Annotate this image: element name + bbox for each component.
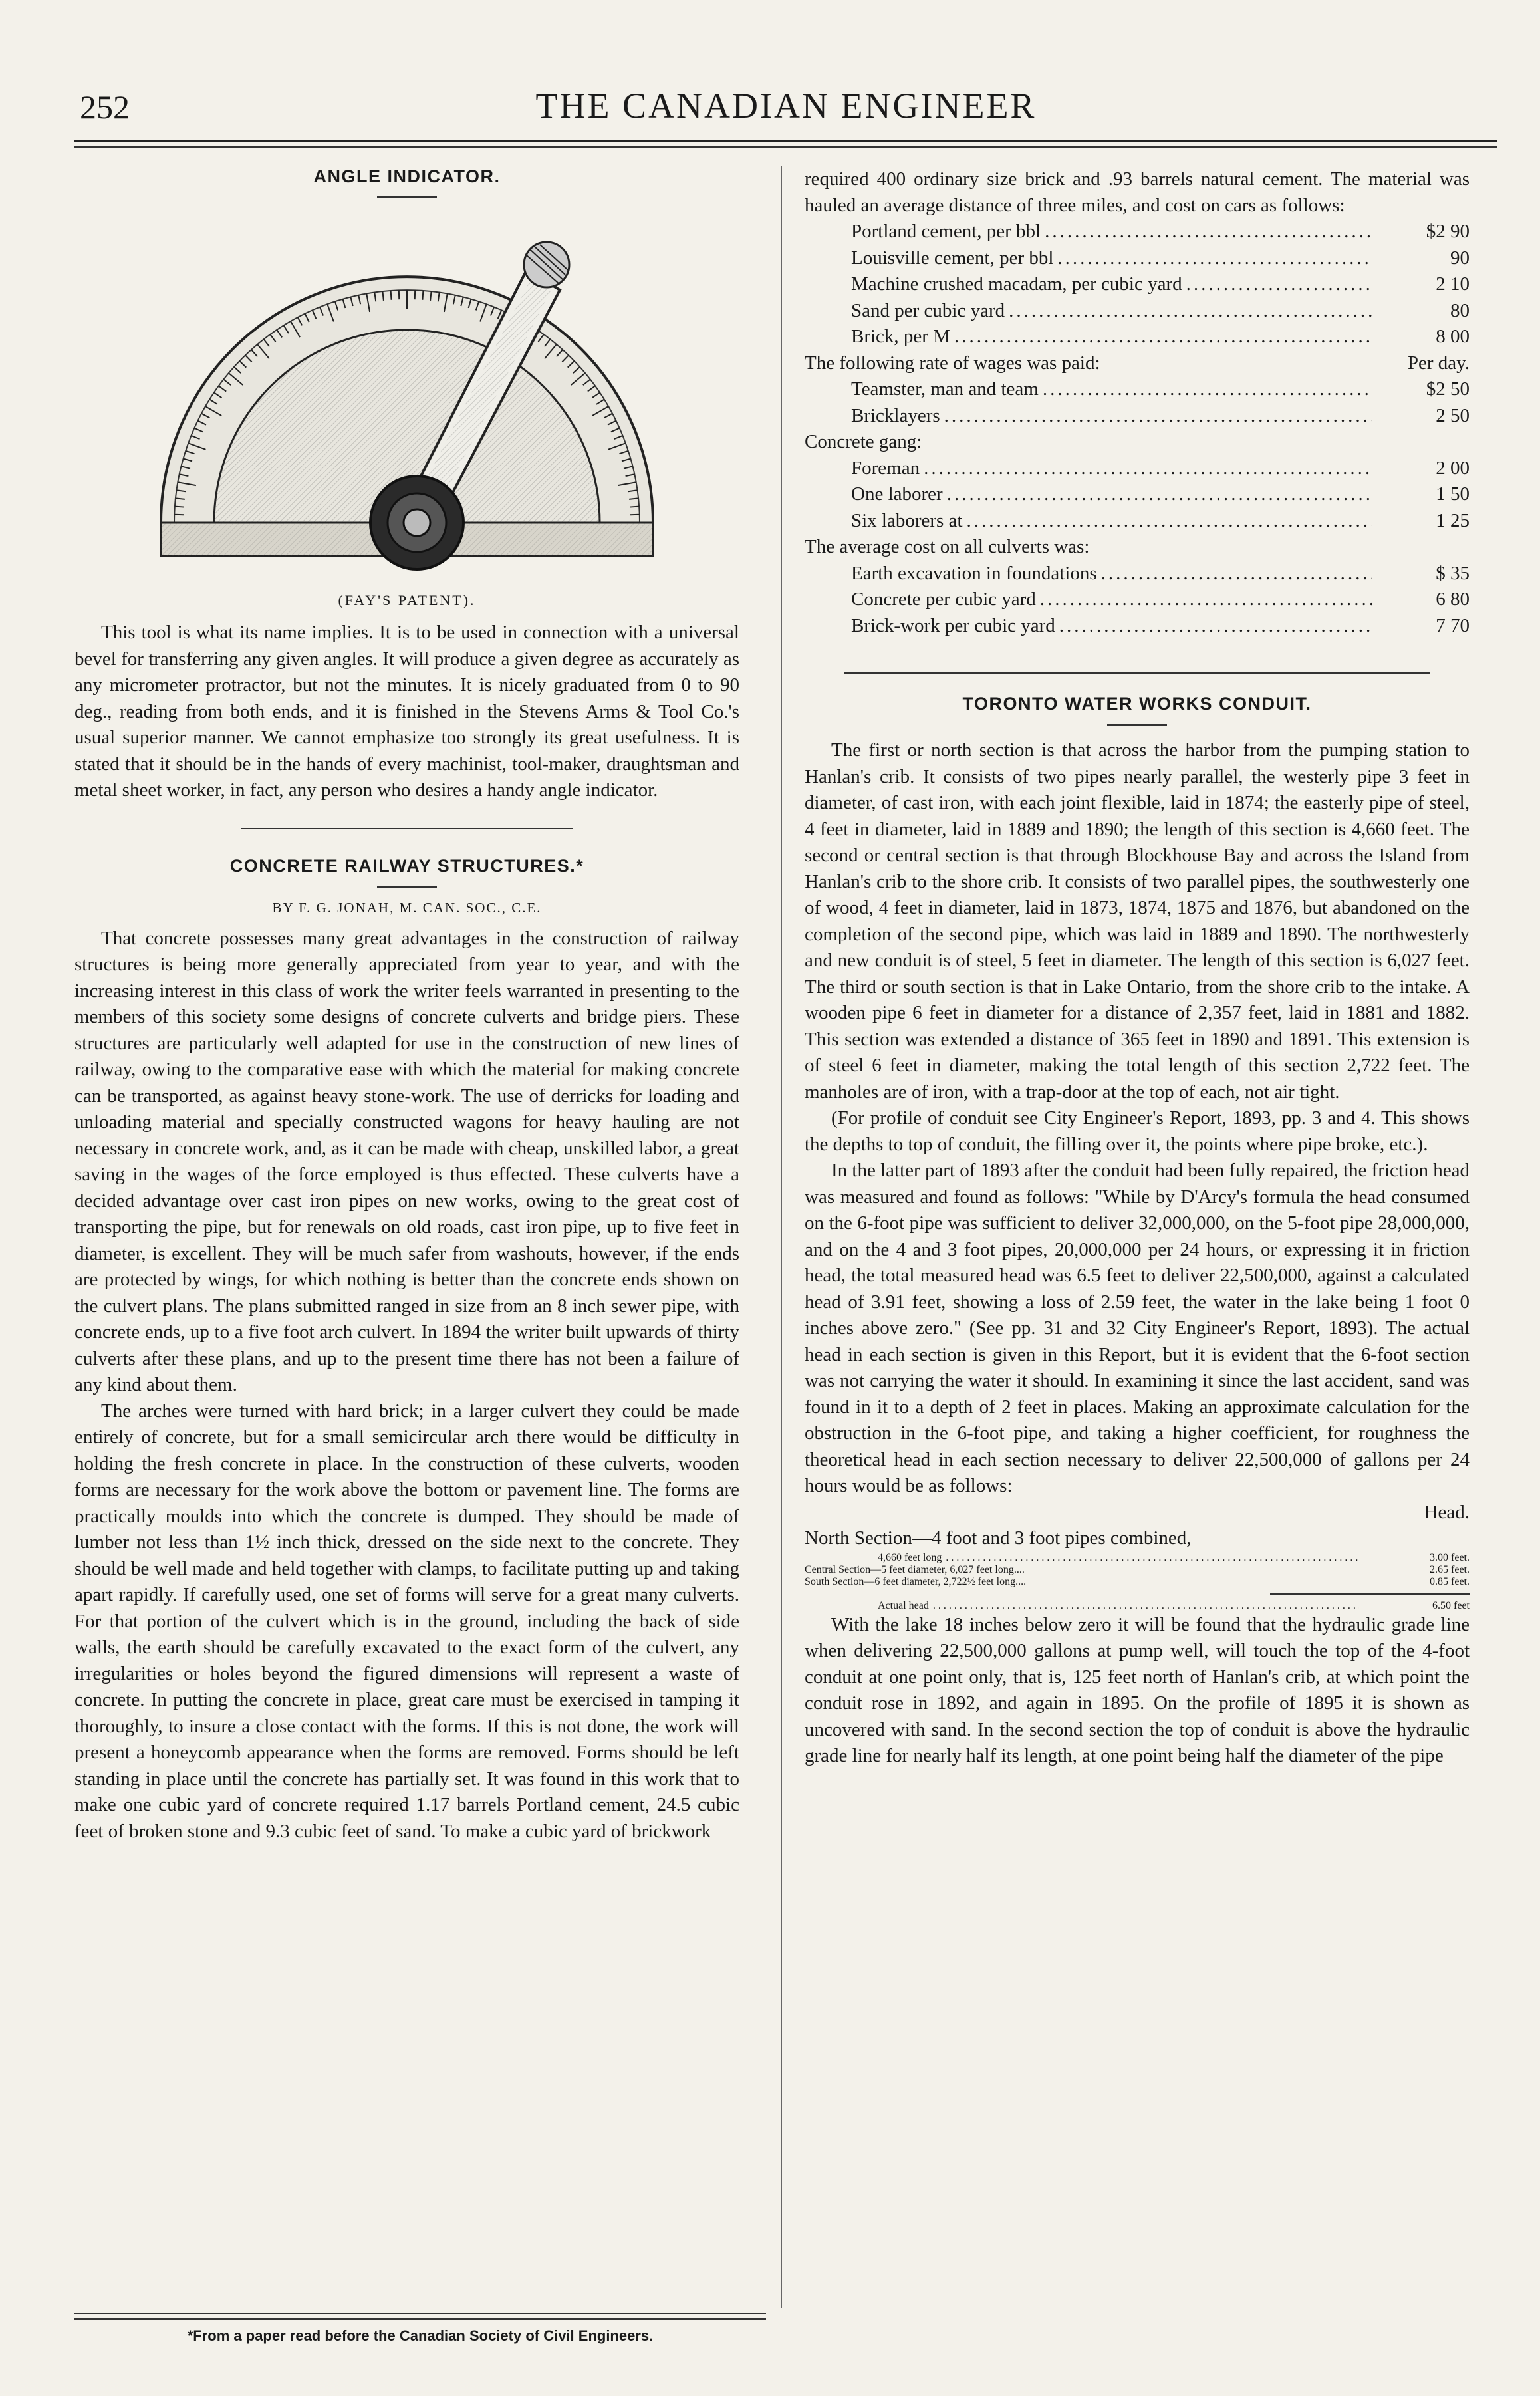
- article-title: CONCRETE RAILWAY STRUCTURES.*: [229, 855, 584, 876]
- leader-dots: [1040, 587, 1372, 613]
- central-section-row: [805, 1564, 1470, 1576]
- cost-item-value: 2 10: [1436, 273, 1470, 295]
- paragraph: That concrete possesses many great advantages in the construction of railway structures is being more generally appreciated from year to year, and with the increasing interest in this class of work the writer feels warranted in presenting to the members of this society some designs of concrete culverts and bridge piers. These structures are particularly well adapted for use in the construction of new lines of railway, owing to the comparative ease with which the material for making concrete can be transported, as against heavy stone-work. The use of derricks for loading and unloading material and specially constructed wagons for heavy hauling are not necessary in concrete work, and, as it can be made with cheap, unskilled labor, a great saving in the wages of the force employed is thus effected. These culverts have a decided advantage over cast iron pipes on new works, owing to the great cost of transporting the pipe, but for renewals on old roads, cast iron pipe, up to five feet in diameter, is excellent. They will be much safer from washouts, however, if the ends are protected by wings, for which nothing is better than the concrete ends shown on the culvert plans. The plans submitted ranged in size from an 8 inch sewer pipe, with concrete ends, up to a five foot arch culvert. In 1894 the writer built upwards of thirty culverts after these plans, and up to the present time there has not been a failure of any kind about them.: [74, 927, 739, 1395]
- author-byline: BY F. G. JONAH, M. CAN. SOC., C.E.: [272, 899, 542, 916]
- leader-dots: [1101, 561, 1372, 587]
- page-number: 252: [80, 88, 130, 126]
- wage-item-value: 2 50: [1436, 404, 1470, 426]
- average-cost-item-label: Concrete per cubic yard: [851, 589, 1036, 610]
- article-separator: [241, 828, 573, 829]
- leader-dots: [954, 324, 1372, 350]
- sum-rule: [1270, 1593, 1470, 1595]
- cost-item-label: Machine crushed macadam, per cubic yard: [851, 273, 1182, 295]
- wage-item-value: $2 50: [1426, 378, 1470, 400]
- leader-dots: [944, 403, 1372, 430]
- average-cost-item-row: [805, 587, 1470, 613]
- article-separator: [844, 672, 1430, 674]
- concrete-article: [74, 856, 739, 1845]
- angle-indicator-article: [74, 166, 739, 804]
- cost-table: [805, 219, 1470, 639]
- actual-head-label: Actual head: [878, 1599, 929, 1611]
- leader-dots: [1045, 219, 1372, 245]
- leader-dots: [1009, 298, 1372, 325]
- average-cost-item-row: [805, 613, 1470, 640]
- leader-dots: [967, 508, 1372, 535]
- wage-item-row: [805, 376, 1470, 403]
- south-section-label: South Section—6 feet diameter, 2,722½ feet long....: [805, 1575, 1027, 1587]
- wage-item-label: Teamster, man and team: [851, 378, 1039, 400]
- south-section-head: 0.85 feet.: [1430, 1575, 1470, 1587]
- paragraph: With the lake 18 inches below zero it will be found that the hydraulic grade line when delivering 22,500,000 gallons at pump well, will touch the top of the 4-foot conduit at one point only, that is, 125 feet north of Hanlan's crib, at which point the conduit rose in 1892, and again in 1895. On the profile of 1895 it is shown as uncovered with sand. In the second section the top of conduit is above the hydraulic grade line for nearly half its length, at one point being half the diameter of the pipe: [805, 1613, 1470, 1766]
- average-cost-item-value: 7 70: [1436, 614, 1470, 636]
- title-rule: [377, 196, 437, 198]
- actual-head-row: [805, 1600, 1470, 1612]
- cost-item-row: [805, 298, 1470, 325]
- leader-dots: [946, 1552, 1359, 1564]
- north-section-length: 4,660 feet long: [878, 1551, 942, 1563]
- gang-item-label: Foreman: [851, 457, 920, 479]
- cost-item-value: $2 90: [1426, 221, 1470, 242]
- leader-dots: [924, 456, 1372, 482]
- central-section-head: 2.65 feet.: [1430, 1563, 1470, 1575]
- angle-indicator-illustration: [134, 210, 680, 583]
- cost-item-label: Portland cement, per bbl: [851, 221, 1041, 242]
- title-rule: [377, 886, 437, 888]
- gang-heading: Concrete gang:: [805, 431, 922, 452]
- cost-item-label: Louisville cement, per bbl: [851, 247, 1054, 269]
- average-cost-item-value: 6 80: [1436, 589, 1470, 610]
- wages-heading-row: [805, 350, 1470, 377]
- gang-item-row: [805, 456, 1470, 482]
- gang-item-label: One laborer: [851, 483, 943, 505]
- cost-item-row: [805, 245, 1470, 272]
- right-column: [805, 166, 1470, 1770]
- protractor-drawing: [134, 210, 680, 583]
- wage-item-label: Bricklayers: [851, 404, 940, 426]
- wages-unit: Per day.: [1407, 352, 1470, 374]
- average-heading: The average cost on all culverts was:: [805, 536, 1090, 557]
- paragraph: required 400 ordinary size brick and .93 barrels natural cement. The material was hauled an average distance of three miles, and cost on cars as follows:: [805, 168, 1470, 216]
- header-rule: [74, 140, 1497, 142]
- paragraph: (For profile of conduit see City Engineer's Report, 1893, pp. 3 and 4. This shows the depths to top of conduit, the filling over it, the points where pipe broke, etc.).: [805, 1107, 1470, 1155]
- gang-item-row: [805, 508, 1470, 535]
- cost-item-label: Sand per cubic yard: [851, 299, 1005, 321]
- average-cost-item-value: $ 35: [1436, 562, 1470, 584]
- cost-item-value: 80: [1450, 299, 1470, 321]
- leader-dots: [1043, 376, 1372, 403]
- gang-item-value: 1 50: [1436, 483, 1470, 505]
- footnote-rule: [74, 2318, 766, 2320]
- angle-indicator-body: This tool is what its name implies. It is to be used in connection with a universal bevel for transferring any given angles. It will produce a given degree as accurately as any micrometer protractor, but not the minutes. It is nicely graduated from 0 to 90 deg., reading from both ends, and it is finished in the Stevens Arms & Tool Co.'s usual superior manner. We cannot emphasize too strongly its great usefulness. It is stated that it should be in the hands of every machinist, tool-maker, draughtsman and metal sheet worker, in fact, any person who desires a handy angle indicator.: [74, 622, 739, 801]
- column-divider: [781, 166, 782, 2308]
- average-cost-item-label: Brick-work per cubic yard: [851, 614, 1055, 636]
- cost-item-row: [805, 324, 1470, 350]
- left-column: [74, 166, 739, 1845]
- leader-dots: [1059, 613, 1372, 640]
- paragraph: The first or north section is that across the harbor from the pumping station to Hanlan's crib. It consists of two pipes nearly parallel, the westerly pipe 3 feet in diameter, of cast iron, with each joint flexible, laid in 1874; the easterly pipe of steel, 4 feet in diameter, laid in 1889 and 1890; the length of this section is 4,660 feet. The second or central section is that through Blockhouse Bay and across the Island from Hanlan's crib to the shore crib. It consists of two parallel pipes, the southwesterly one of wood, 4 feet in diameter, laid in 1873, 1874, 1875 and 1876, but abandoned on the completion of the second pipe, which was laid in 1889 and 1890. The northwesterly and new conduit is of steel, 5 feet in diameter. The length of this section is 6,027 feet. The third or south section is that in Lake Ontario, from the shore crib to the intake. A wooden pipe 6 feet in diameter for a distance of 2,357 feet, laid in 1881 and 1882. This section was extended a distance of 365 feet in 1890 and 1891. This extension is of steel 6 feet in diameter, making the total length of this section 2,722 feet. The manholes are of iron, with a trap-door at the top of each, not air tight.: [805, 739, 1470, 1103]
- head-column-label: Head.: [1424, 1501, 1470, 1523]
- leader-dots: [933, 1600, 1359, 1612]
- header-rule-thin: [74, 146, 1497, 148]
- gang-item-value: 2 00: [1436, 457, 1470, 479]
- page-header: [74, 78, 1497, 132]
- title-rule: [1107, 724, 1167, 726]
- average-cost-item-row: [805, 561, 1470, 587]
- south-section-row: [805, 1576, 1470, 1588]
- leader-dots: [947, 481, 1372, 508]
- leader-dots: [1186, 271, 1372, 298]
- cost-item-row: [805, 271, 1470, 298]
- wage-item-row: [805, 403, 1470, 430]
- average-cost-item-label: Earth excavation in foundations: [851, 562, 1097, 584]
- actual-head-value: 6.50 feet: [1432, 1599, 1470, 1611]
- cost-item-label: Brick, per M: [851, 326, 950, 347]
- figure-caption: (FAY'S PATENT).: [338, 592, 476, 608]
- journal-title: THE CANADIAN ENGINEER: [535, 86, 1037, 126]
- paragraph: In the latter part of 1893 after the conduit had been fully repaired, the friction head was measured and found as follows: "While by D'Arcy's formula the head consumed on the 6-foot pipe was sufficient to deliver 32,000,000, on the 5-foot pipe 28,000,000, and on the 4 and 3 foot pipes, 20,000,000 per 24 hours, or expressing it in friction head, the total measured head was 6.5 feet to deliver 22,500,000, against a calculated head of 3.91 feet, showing a loss of 2.59 feet, the water in the lake being 1 foot 0 inches above zero." (See pp. 31 and 32 City Engineer's Report, 1893). The actual head in each section is given in this Report, but it is evident that the 6-foot section was not carrying the water it should. In examining it since the last accident, sand was found in it to a depth of 2 feet in places. Making an approximate calculation for the obstruction in the 6-foot pipe, and taking a higher coefficient, for roughness the theoretical head in each section necessary to deliver 22,500,000 of gallons per 24 hours would be as follows:: [805, 1160, 1470, 1496]
- gang-item-value: 1 25: [1436, 509, 1470, 531]
- north-section-label: North Section—4 foot and 3 foot pipes combined,: [805, 1528, 1192, 1549]
- central-section-label: Central Section—5 feet diameter, 6,027 feet long....: [805, 1563, 1025, 1575]
- gang-item-row: [805, 481, 1470, 508]
- gang-item-label: Six laborers at: [851, 509, 963, 531]
- article-title: TORONTO WATER WORKS CONDUIT.: [962, 694, 1312, 714]
- toronto-article: [805, 694, 1470, 1770]
- north-section-head: 3.00 feet.: [1430, 1551, 1470, 1563]
- leader-dots: [1057, 245, 1372, 272]
- footnote-rule: [74, 2313, 766, 2314]
- cost-item-value: 90: [1450, 247, 1470, 269]
- cost-item-value: 8 00: [1436, 326, 1470, 347]
- footnote: *From a paper read before the Canadian Society of Civil Engineers.: [187, 2328, 654, 2344]
- article-title: ANGLE INDICATOR.: [313, 166, 501, 186]
- paragraph: The arches were turned with hard brick; in a larger culvert they could be made entirely of concrete, but for a small semicircular arch there would be difficulty in holding the fresh concrete in place. In the construction of these culverts, wooden forms are necessary for the work above the bottom or pavement line. The forms are practically moulds into which the concrete is dumped. They should be made of lumber not less than 1½ inch thick, dressed on the side next to the concrete. They should be well made and held together with clamps, to facilitate putting up and taking apart rapidly. If carefully used, one set of forms will serve for a great many culverts. For that portion of the culvert which is in the ground, including the back of side walls, the earth should be carefully excavated to the exact form of the culvert, any irregularities or holes beyond the figured dimensions will represent a waste of concrete. In putting the concrete in place, great care must be exercised in tamping it thoroughly, to insure a close contact with the forms. If this is not done, the work will present a honeycomb appearance when the forms are removed. Forms should be left standing in place until the concrete has partially set. It was found in this work that to make one cubic yard of concrete required 1.17 barrels Portland cement, 24.5 cubic feet of broken stone and 9.3 cubic feet of sand. To make a cubic yard of brickwork: [74, 1400, 739, 1842]
- cost-item-row: [805, 219, 1470, 245]
- wages-heading: The following rate of wages was paid:: [805, 352, 1100, 374]
- north-section-row: [805, 1552, 1470, 1564]
